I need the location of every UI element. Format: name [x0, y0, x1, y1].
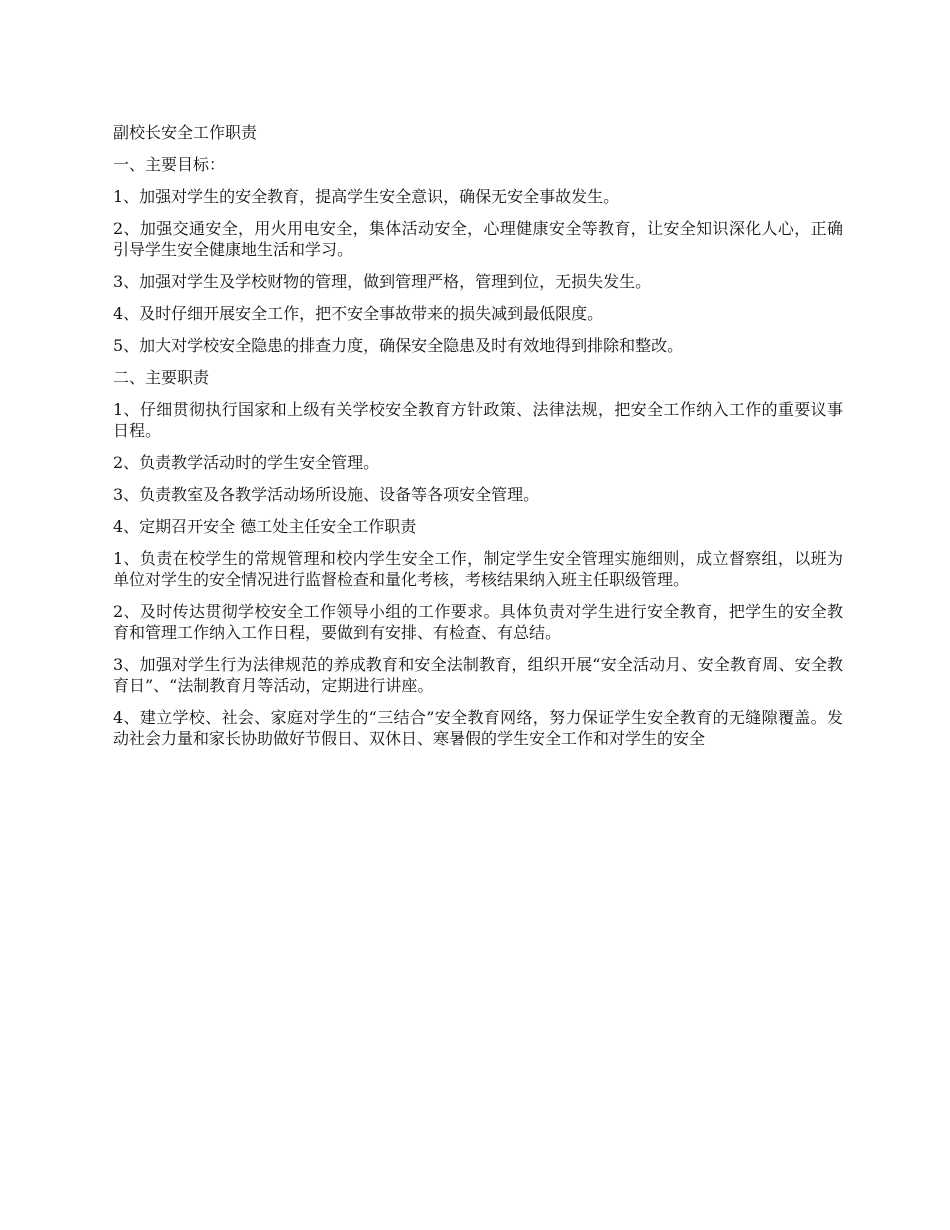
- paragraph: 2、负责教学活动时的学生安全管理。: [113, 453, 380, 472]
- paragraph: 3、负责教室及各教学活动场所设施、设备等各项安全管理。: [113, 485, 540, 504]
- document-title: 副校长安全工作职责: [113, 123, 258, 142]
- paragraph: 2、及时传达贯彻学校安全工作领导小组的工作要求。具体负责对学生进行安全教育，把学生的安全教育和管理工作纳入工作日程，要做到有安排、有检查、有总结。: [113, 602, 843, 642]
- paragraph: 1、加强对学生的安全教育，提高学生安全意识，确保无安全事故发生。: [113, 187, 620, 206]
- paragraph: 4、定期召开安全 德工处主任安全工作职责: [113, 517, 417, 536]
- paragraph: 2、加强交通安全，用火用电安全，集体活动安全，心理健康安全等教育，让安全知识深化人心，正确引导学生安全健康地生活和学习。: [113, 219, 843, 259]
- paragraph: 3、加强对学生及学校财物的管理，做到管理严格，管理到位，无损失发生。: [113, 272, 652, 291]
- paragraph: 4、及时仔细开展安全工作，把不安全事故带来的损失减到最低限度。: [113, 304, 604, 323]
- paragraph: 1、仔细贯彻执行国家和上级有关学校安全教育方针政策、法律法规，把安全工作纳入工作的重要议事日程。: [113, 400, 843, 440]
- document-body: [113, 122, 843, 760]
- paragraph: 1、负责在校学生的常规管理和校内学生安全工作，制定学生安全管理实施细则，成立督察组，以班为单位对学生的安全情况进行监督检查和量化考核，考核结果纳入班主任职级管理。: [113, 549, 843, 589]
- paragraph: 5、加大对学校安全隐患的排查力度，确保安全隐患及时有效地得到排除和整改。: [113, 336, 684, 355]
- section-heading-duties: 二、主要职责: [113, 368, 210, 387]
- paragraph: 4、建立学校、社会、家庭对学生的“三结合”安全教育网络，努力保证学生安全教育的无缝隙覆盖。发动社会力量和家长协助做好节假日、双休日、寒暑假的学生安全工作和对学生的安全: [113, 708, 843, 748]
- paragraph: 3、加强对学生行为法律规范的养成教育和安全法制教育，组织开展“安全活动月、安全教育周、安全教育日”、“法制教育月等活动，定期进行讲座。: [113, 655, 843, 695]
- section-heading-goals: 一、主要目标：: [113, 155, 226, 174]
